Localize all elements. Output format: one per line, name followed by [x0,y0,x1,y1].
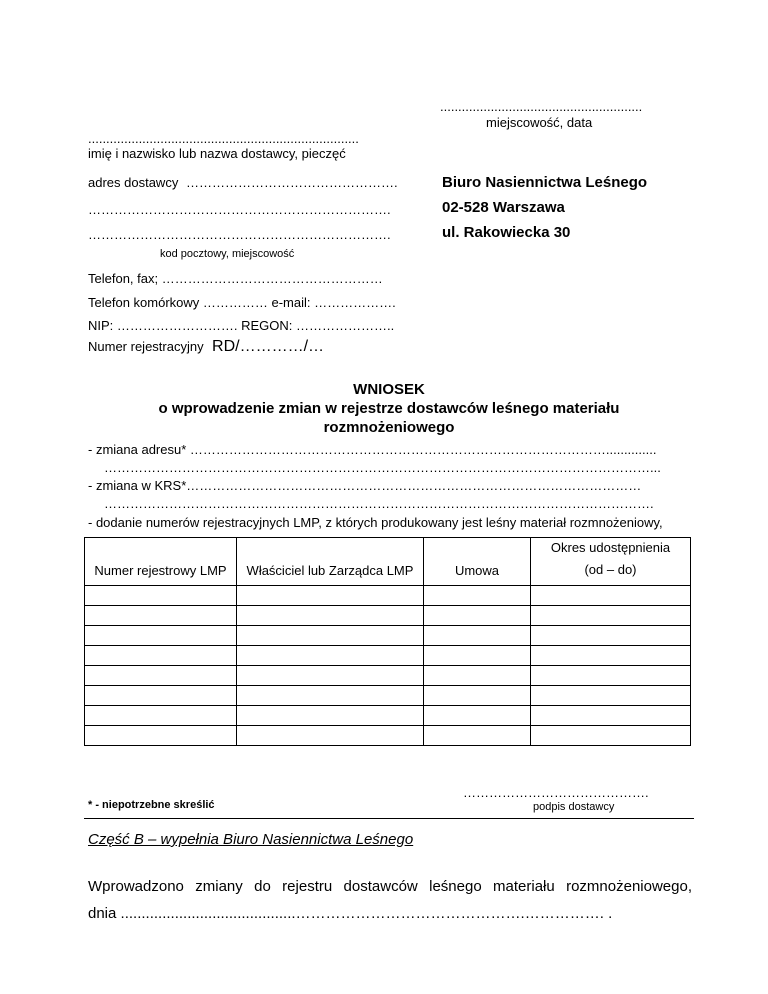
table-cell[interactable] [531,706,691,726]
lmp-table [84,537,691,746]
table-row [85,646,691,666]
table-row [85,626,691,646]
table-cell[interactable] [424,726,531,746]
address-dots[interactable]: …………………………………………. [185,175,398,190]
recipient-line-2: 02-528 Warszawa [442,199,565,216]
table-cell[interactable] [85,726,237,746]
table-cell[interactable] [531,646,691,666]
nip-regon-field[interactable]: NIP: ………………………. REGON: ………………….. [88,318,395,333]
table-cell[interactable] [531,666,691,686]
table-cell[interactable] [237,606,424,626]
krs-change-line[interactable]: - zmiana w KRS*…………………………………………………………………………………………… [88,478,642,493]
part-b-text-line-1: Wprowadzono zmiany do rejestru dostawców leśnego materiału rozmnożeniowego, [88,878,692,895]
table-cell[interactable] [85,706,237,726]
signature-label: podpis dostawcy [533,801,615,813]
table-cell[interactable] [85,666,237,686]
col-header-lmp-number-text: Numer rejestrowy LMP [94,563,227,578]
table-cell[interactable] [531,686,691,706]
place-date-label: miejscowość, data [486,115,593,130]
place-date-dots[interactable]: ........................................................ [440,99,643,114]
table-row [85,606,691,626]
divider [84,818,694,819]
title-line-3: rozmnożeniowego [323,419,455,436]
phone-fax-field[interactable]: Telefon, fax; …………………………………………… [88,271,383,286]
table-cell[interactable] [531,586,691,606]
mobile-email-field[interactable]: Telefon komórkowy …………… e-mail: ………………. [88,295,396,310]
table-row [85,706,691,726]
table-cell[interactable] [237,666,424,686]
address-label: adres dostawcy [88,175,179,190]
registration-row [88,338,324,356]
table-cell[interactable] [424,666,531,686]
table-cell[interactable] [85,586,237,606]
address-row [88,175,398,190]
signature-dots[interactable]: ……………………………………. [463,785,649,800]
table-cell[interactable] [85,626,237,646]
address-line-2[interactable]: ……………………………………………………………. [88,202,391,217]
table-cell[interactable] [531,626,691,646]
col-header-owner-text: Właściciel lub Zarządca LMP [246,563,414,578]
title-line-2: o wprowadzenie zmian w rejestrze dostawców leśnego materiału [158,400,620,417]
registration-label: Numer rejestracyjny [88,339,204,354]
table-cell[interactable] [85,686,237,706]
table-row [85,666,691,686]
table-row [85,726,691,746]
registration-value[interactable]: RD/…………/… [212,338,325,355]
col-header-owner [237,538,424,586]
address-change-line[interactable]: - zmiana adresu* …………………………………………………………………………………….............. [88,442,657,457]
table-cell[interactable] [237,646,424,666]
table-cell[interactable] [237,726,424,746]
col-header-agreement-text: Umowa [454,563,500,578]
krs-change-continuation[interactable]: ………………………………………………………………………………………………………………. [104,496,654,511]
table-cell[interactable] [237,686,424,706]
address-change-continuation[interactable]: ………………………………………………………………………………………………………………... [104,460,661,475]
address-line-3[interactable]: ……………………………………………………………. [88,227,391,242]
table-cell[interactable] [424,606,531,626]
supplier-name-label: imię i nazwisko lub nazwa dostawcy, pieczęć [88,146,346,161]
footnote: * - niepotrzebne skreślić [88,799,215,811]
title-line-1: WNIOSEK [353,381,425,398]
recipient-line-3: ul. Rakowiecka 30 [442,224,571,241]
col-header-period-top: Okres udostępnienia [550,540,671,555]
table-header-row [85,538,691,586]
part-b-date-line[interactable]: dnia ..........................................……………………………………….……………. . [88,905,613,922]
table-cell[interactable] [424,626,531,646]
table-cell[interactable] [424,646,531,666]
table-cell[interactable] [424,686,531,706]
part-b-heading: Część B – wypełnia Biuro Nasiennictwa Leśnego [88,831,414,848]
col-header-lmp-number [85,538,237,586]
lmp-intro: - dodanie numerów rejestracyjnych LMP, z których produkowany jest leśny materiał rozmnożeniowy, [88,515,663,530]
table-cell[interactable] [85,606,237,626]
col-header-agreement [424,538,531,586]
supplier-name-dots[interactable]: ........................................................................... [88,131,359,146]
table-cell[interactable] [85,646,237,666]
table-row [85,686,691,706]
table-cell[interactable] [424,706,531,726]
table-cell[interactable] [531,726,691,746]
postal-code-label: kod pocztowy, miejscowość [160,248,295,260]
table-row [85,586,691,606]
table-cell[interactable] [237,706,424,726]
table-cell[interactable] [237,586,424,606]
col-header-period [531,538,691,586]
recipient-line-1: Biuro Nasiennictwa Leśnego [442,174,648,191]
col-header-period-bottom: (od – do) [584,562,637,577]
table-cell[interactable] [531,606,691,626]
table-cell[interactable] [237,626,424,646]
table-cell[interactable] [424,586,531,606]
